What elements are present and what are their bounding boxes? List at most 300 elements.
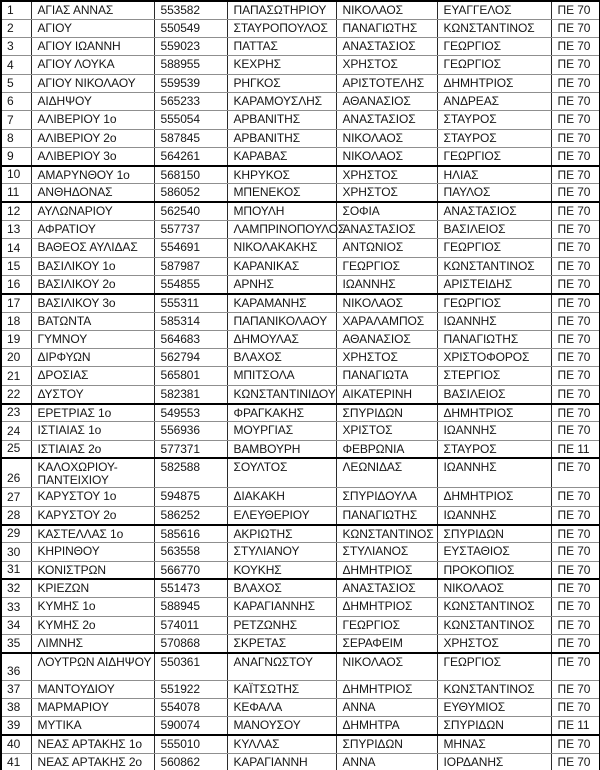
- table-row: [1, 367, 600, 385]
- specialty-cell: ΠΕ 70: [551, 579, 600, 597]
- table-row: [1, 653, 600, 681]
- registry-id-cell: 553582: [154, 1, 227, 19]
- father-name-cell: ΠΡΟΚΟΠΙΟΣ: [437, 561, 551, 579]
- father-name-cell: ΣΤΑΥΡΟΣ: [437, 129, 551, 147]
- first-name-cell: ΔΗΜΗΤΡΑ: [336, 717, 437, 735]
- surname-cell: ΚΑΡΑΜΟΥΣΛΗΣ: [227, 92, 336, 110]
- surname-cell: ΚΕΦΑΛΑ: [227, 698, 336, 716]
- registry-id-cell: 585616: [154, 525, 227, 543]
- first-name-cell: ΙΩΑΝΝΗΣ: [336, 275, 437, 293]
- registry-id-cell: 586252: [154, 506, 227, 524]
- surname-cell: ΝΙΚΟΛΑΚΑΚΗΣ: [227, 239, 336, 257]
- specialty-cell: ΠΕ 70: [551, 598, 600, 616]
- school-name-cell: ΜΥΤΙΚΑ: [31, 717, 154, 735]
- school-name-cell: ΜΑΡΜΑΡΙΟΥ: [31, 698, 154, 716]
- school-name-cell: ΑΓΙΟΥ ΙΩΑΝΝΗ: [31, 38, 154, 56]
- father-name-cell: ΒΑΣΙΛΕΙΟΣ: [437, 221, 551, 239]
- first-name-cell: ΧΡΗΣΤΟΣ: [336, 56, 437, 74]
- row-number-cell: 15: [1, 257, 31, 275]
- row-number-cell: 33: [1, 598, 31, 616]
- first-name-cell: ΔΗΜΗΤΡΙΟΣ: [336, 561, 437, 579]
- table-row: [1, 616, 600, 634]
- specialty-cell: ΠΕ 70: [551, 166, 600, 184]
- school-name-cell: ΝΕΑΣ ΑΡΤΑΚΗΣ 1ο: [31, 735, 154, 753]
- specialty-cell: ΠΕ 70: [551, 147, 600, 165]
- registry-id-cell: 555010: [154, 735, 227, 753]
- father-name-cell: ΑΝΔΡΕΑΣ: [437, 92, 551, 110]
- father-name-cell: ΚΩΝΣΤΑΝΤΙΝΟΣ: [437, 19, 551, 37]
- row-number-cell: 14: [1, 239, 31, 257]
- surname-cell: ΠΑΠΑΝΙΚΟΛΑΟΥ: [227, 312, 336, 330]
- registry-id-cell: 555311: [154, 294, 227, 312]
- surname-cell: ΚΑΡΑΒΑΣ: [227, 147, 336, 165]
- first-name-cell: ΧΡΗΣΤΟΣ: [336, 184, 437, 202]
- table-row: [1, 166, 600, 184]
- table-row: [1, 753, 600, 770]
- school-name-cell: ΑΝΘΗΔΟΝΑΣ: [31, 184, 154, 202]
- surname-cell: ΚΑΡΑΓΙΑΝΝΗ: [227, 753, 336, 770]
- row-number-cell: 22: [1, 385, 31, 403]
- school-name-cell: ΝΕΑΣ ΑΡΤΑΚΗΣ 2ο: [31, 753, 154, 770]
- specialty-cell: ΠΕ 70: [551, 129, 600, 147]
- row-number-cell: 18: [1, 312, 31, 330]
- father-name-cell: ΕΥΣΤΑΘΙΟΣ: [437, 543, 551, 561]
- registry-id-cell: 555054: [154, 111, 227, 129]
- registry-id-cell: 588945: [154, 598, 227, 616]
- table-row: [1, 598, 600, 616]
- registry-id-cell: 554078: [154, 698, 227, 716]
- first-name-cell: ΑΝΑΣΤΑΣΙΟΣ: [336, 221, 437, 239]
- first-name-cell: ΑΡΙΣΤΟΤΕΛΗΣ: [336, 74, 437, 92]
- surname-cell: ΜΠΟΥΛΗ: [227, 202, 336, 220]
- father-name-cell: ΚΩΝΣΤΑΝΤΙΝΟΣ: [437, 680, 551, 698]
- registry-id-cell: 556936: [154, 422, 227, 440]
- first-name-cell: ΑΝΝΑ: [336, 753, 437, 770]
- surname-cell: ΚΥΛΛΑΣ: [227, 735, 336, 753]
- first-name-cell: ΔΗΜΗΤΡΙΟΣ: [336, 598, 437, 616]
- row-number-cell: 17: [1, 294, 31, 312]
- father-name-cell: ΣΤΑΥΡΟΣ: [437, 111, 551, 129]
- table-row: [1, 404, 600, 422]
- school-name-cell: ΑΓΙΑΣ ΑΝΝΑΣ: [31, 1, 154, 19]
- father-name-cell: ΠΑΥΛΟΣ: [437, 184, 551, 202]
- surname-cell: ΚΑΡΑΜΑΝΗΣ: [227, 294, 336, 312]
- surname-cell: ΜΠΕΝΕΚΟΣ: [227, 184, 336, 202]
- surname-cell: ΣΤΥΛΙΑΝΟΥ: [227, 543, 336, 561]
- first-name-cell: ΑΝΑΣΤΑΣΙΟΣ: [336, 579, 437, 597]
- specialty-cell: ΠΕ 70: [551, 38, 600, 56]
- specialty-cell: ΠΕ 70: [551, 561, 600, 579]
- school-name-cell: ΚΟΝΙΣΤΡΩΝ: [31, 561, 154, 579]
- first-name-cell: ΧΡΗΣΤΟΣ: [336, 349, 437, 367]
- first-name-cell: ΣΠΥΡΙΔΩΝ: [336, 404, 437, 422]
- table-row: [1, 202, 600, 220]
- table-row: [1, 239, 600, 257]
- row-number-cell: 23: [1, 404, 31, 422]
- father-name-cell: ΑΡΙΣΤΕΙΔΗΣ: [437, 275, 551, 293]
- specialty-cell: ΠΕ 70: [551, 634, 600, 652]
- row-number-cell: 32: [1, 579, 31, 597]
- father-name-cell: ΓΕΩΡΓΙΟΣ: [437, 653, 551, 681]
- row-number-cell: 12: [1, 202, 31, 220]
- father-name-cell: ΙΟΡΔΑΝΗΣ: [437, 753, 551, 770]
- school-name-cell: ΒΑΤΩΝΤΑ: [31, 312, 154, 330]
- table-body: [1, 1, 600, 770]
- father-name-cell: ΕΥΘΥΜΙΟΣ: [437, 698, 551, 716]
- first-name-cell: ΦΕΒΡΩΝΙΑ: [336, 440, 437, 458]
- father-name-cell: ΑΝΑΣΤΑΣΙΟΣ: [437, 202, 551, 220]
- registry-id-cell: 564683: [154, 330, 227, 348]
- registry-id-cell: 550361: [154, 653, 227, 681]
- row-number-cell: 40: [1, 735, 31, 753]
- surname-cell: ΑΝΑΓΝΩΣΤΟΥ: [227, 653, 336, 681]
- father-name-cell: ΚΩΝΣΤΑΝΤΙΝΟΣ: [437, 257, 551, 275]
- surname-cell: ΦΡΑΓΚΑΚΗΣ: [227, 404, 336, 422]
- table-row: [1, 111, 600, 129]
- row-number-cell: 11: [1, 184, 31, 202]
- row-number-cell: 36: [1, 653, 31, 681]
- first-name-cell: ΑΝΤΩΝΙΟΣ: [336, 239, 437, 257]
- first-name-cell: ΑΘΑΝΑΣΙΟΣ: [336, 330, 437, 348]
- school-name-cell: ΜΑΝΤΟΥΔΙΟΥ: [31, 680, 154, 698]
- specialty-cell: ΠΕ 70: [551, 367, 600, 385]
- father-name-cell: ΣΤΕΡΓΙΟΣ: [437, 367, 551, 385]
- table-row: [1, 440, 600, 458]
- father-name-cell: ΚΩΝΣΤΑΝΤΙΝΟΣ: [437, 598, 551, 616]
- first-name-cell: ΝΙΚΟΛΑΟΣ: [336, 653, 437, 681]
- school-name-cell: ΑΛΙΒΕΡΙΟΥ 1ο: [31, 111, 154, 129]
- registry-id-cell: 551473: [154, 579, 227, 597]
- surname-cell: ΑΡΒΑΝΙΤΗΣ: [227, 129, 336, 147]
- school-name-cell: ΚΑΡΥΣΤΟΥ 1ο: [31, 488, 154, 506]
- table-row: [1, 735, 600, 753]
- registry-id-cell: 549553: [154, 404, 227, 422]
- surname-cell: ΡΗΓΚΟΣ: [227, 74, 336, 92]
- surname-cell: ΔΙΑΚΑΚΗ: [227, 488, 336, 506]
- surname-cell: ΕΛΕΥΘΕΡΙΟΥ: [227, 506, 336, 524]
- specialty-cell: ΠΕ 70: [551, 312, 600, 330]
- father-name-cell: ΙΩΑΝΝΗΣ: [437, 422, 551, 440]
- first-name-cell: ΧΡΗΣΤΟΣ: [336, 166, 437, 184]
- table-row: [1, 422, 600, 440]
- registry-id-cell: 590074: [154, 717, 227, 735]
- first-name-cell: ΝΙΚΟΛΑΟΣ: [336, 147, 437, 165]
- specialty-cell: ΠΕ 70: [551, 92, 600, 110]
- school-name-cell: ΑΜΑΡΥΝΘΟΥ 1ο: [31, 166, 154, 184]
- specialty-cell: ΠΕ 70: [551, 543, 600, 561]
- row-number-cell: 27: [1, 488, 31, 506]
- row-number-cell: 10: [1, 166, 31, 184]
- row-number-cell: 20: [1, 349, 31, 367]
- school-name-cell: ΕΡΕΤΡΙΑΣ 1ο: [31, 404, 154, 422]
- registry-id-cell: 594875: [154, 488, 227, 506]
- father-name-cell: ΙΩΑΝΝΗΣ: [437, 506, 551, 524]
- school-name-cell: ΒΑΣΙΛΙΚΟΥ 2ο: [31, 275, 154, 293]
- specialty-cell: ΠΕ 70: [551, 111, 600, 129]
- registry-id-cell: 564261: [154, 147, 227, 165]
- first-name-cell: ΑΙΚΑΤΕΡΙΝΗ: [336, 385, 437, 403]
- school-name-cell: ΚΑΡΥΣΤΟΥ 2ο: [31, 506, 154, 524]
- school-name-cell: ΑΛΙΒΕΡΙΟΥ 3ο: [31, 147, 154, 165]
- school-name-cell: ΒΑΘΕΟΣ ΑΥΛΙΔΑΣ: [31, 239, 154, 257]
- table-row: [1, 717, 600, 735]
- first-name-cell: ΛΕΩΝΙΔΑΣ: [336, 458, 437, 488]
- table-row: [1, 129, 600, 147]
- father-name-cell: ΒΑΣΙΛΕΙΟΣ: [437, 385, 551, 403]
- registry-id-cell: 587845: [154, 129, 227, 147]
- registry-id-cell: 577371: [154, 440, 227, 458]
- first-name-cell: ΠΑΝΑΓΙΩΤΗΣ: [336, 506, 437, 524]
- first-name-cell: ΓΕΩΡΓΙΟΣ: [336, 616, 437, 634]
- father-name-cell: ΧΡΗΣΤΟΣ: [437, 634, 551, 652]
- first-name-cell: ΑΘΑΝΑΣΙΟΣ: [336, 92, 437, 110]
- row-number-cell: 8: [1, 129, 31, 147]
- row-number-cell: 5: [1, 74, 31, 92]
- registry-id-cell: 582588: [154, 458, 227, 488]
- school-name-cell: ΚΑΛΟΧΩΡΙΟΥ-ΠΑΝΤΕΙΧΙΟΥ: [31, 458, 154, 488]
- table-row: [1, 74, 600, 92]
- first-name-cell: ΝΙΚΟΛΑΟΣ: [336, 294, 437, 312]
- row-number-cell: 41: [1, 753, 31, 770]
- row-number-cell: 28: [1, 506, 31, 524]
- specialty-cell: ΠΕ 70: [551, 221, 600, 239]
- row-number-cell: 37: [1, 680, 31, 698]
- father-name-cell: ΓΕΩΡΓΙΟΣ: [437, 38, 551, 56]
- father-name-cell: ΣΤΑΥΡΟΣ: [437, 440, 551, 458]
- father-name-cell: ΜΗΝΑΣ: [437, 735, 551, 753]
- table-row: [1, 698, 600, 716]
- school-name-cell: ΒΑΣΙΛΙΚΟΥ 3ο: [31, 294, 154, 312]
- father-name-cell: ΙΩΑΝΝΗΣ: [437, 312, 551, 330]
- surname-cell: ΡΕΤΖΩΝΗΣ: [227, 616, 336, 634]
- school-name-cell: ΚΗΡΙΝΘΟΥ: [31, 543, 154, 561]
- surname-cell: ΒΛΑΧΟΣ: [227, 349, 336, 367]
- specialty-cell: ΠΕ 70: [551, 56, 600, 74]
- specialty-cell: ΠΕ 70: [551, 275, 600, 293]
- registry-id-cell: 587987: [154, 257, 227, 275]
- specialty-cell: ΠΕ 70: [551, 330, 600, 348]
- registry-id-cell: 566770: [154, 561, 227, 579]
- school-name-cell: ΔΡΟΣΙΑΣ: [31, 367, 154, 385]
- registry-id-cell: 563558: [154, 543, 227, 561]
- first-name-cell: ΠΑΝΑΓΙΩΤΑ: [336, 367, 437, 385]
- surname-cell: ΚΑΡΑΓΙΑΝΝΗΣ: [227, 598, 336, 616]
- row-number-cell: 38: [1, 698, 31, 716]
- surname-cell: ΑΡΒΑΝΙΤΗΣ: [227, 111, 336, 129]
- specialty-cell: ΠΕ 70: [551, 385, 600, 403]
- school-name-cell: ΑΓΙΟΥ ΛΟΥΚΑ: [31, 56, 154, 74]
- table-row: [1, 19, 600, 37]
- first-name-cell: ΣΠΥΡΙΔΟΥΛΑ: [336, 488, 437, 506]
- registry-id-cell: 570868: [154, 634, 227, 652]
- surname-cell: ΣΚΡΕΤΑΣ: [227, 634, 336, 652]
- father-name-cell: ΓΕΩΡΓΙΟΣ: [437, 239, 551, 257]
- first-name-cell: ΑΝΑΣΤΑΣΙΟΣ: [336, 38, 437, 56]
- row-number-cell: 30: [1, 543, 31, 561]
- father-name-cell: ΠΑΝΑΓΙΩΤΗΣ: [437, 330, 551, 348]
- registry-id-cell: 557737: [154, 221, 227, 239]
- school-name-cell: ΚΡΙΕΖΩΝ: [31, 579, 154, 597]
- father-name-cell: ΙΩΑΝΝΗΣ: [437, 458, 551, 488]
- school-name-cell: ΒΑΣΙΛΙΚΟΥ 1ο: [31, 257, 154, 275]
- father-name-cell: ΗΛΙΑΣ: [437, 166, 551, 184]
- table-row: [1, 221, 600, 239]
- school-name-cell: ΔΙΡΦΥΩΝ: [31, 349, 154, 367]
- specialty-cell: ΠΕ 70: [551, 488, 600, 506]
- school-name-cell: ΚΥΜΗΣ 2ο: [31, 616, 154, 634]
- surname-cell: ΛΑΜΠΡΙΝΟΠΟΥΛΟΣ: [227, 221, 336, 239]
- table-row: [1, 525, 600, 543]
- first-name-cell: ΓΕΩΡΓΙΟΣ: [336, 257, 437, 275]
- registry-id-cell: 574011: [154, 616, 227, 634]
- specialty-cell: ΠΕ 11: [551, 440, 600, 458]
- table-row: [1, 38, 600, 56]
- specialty-cell: ΠΕ 70: [551, 74, 600, 92]
- table-row: [1, 330, 600, 348]
- table-row: [1, 56, 600, 74]
- first-name-cell: ΑΝΑΣΤΑΣΙΟΣ: [336, 111, 437, 129]
- school-name-cell: ΑΦΡΑΤΙΟΥ: [31, 221, 154, 239]
- row-number-cell: 2: [1, 19, 31, 37]
- specialty-cell: ΠΕ 70: [551, 506, 600, 524]
- specialty-cell: ΠΕ 70: [551, 239, 600, 257]
- specialty-cell: ΠΕ 70: [551, 19, 600, 37]
- first-name-cell: ΚΩΝΣΤΑΝΤΙΝΟΣ: [336, 525, 437, 543]
- specialty-cell: ΠΕ 70: [551, 1, 600, 19]
- registry-id-cell: 562794: [154, 349, 227, 367]
- specialty-cell: ΠΕ 70: [551, 698, 600, 716]
- table-row: [1, 1, 600, 19]
- registry-id-cell: 562540: [154, 202, 227, 220]
- school-name-cell: ΚΑΣΤΕΛΛΑΣ 1ο: [31, 525, 154, 543]
- table-row: [1, 184, 600, 202]
- first-name-cell: ΝΙΚΟΛΑΟΣ: [336, 129, 437, 147]
- first-name-cell: ΔΗΜΗΤΡΙΟΣ: [336, 680, 437, 698]
- table-row: [1, 680, 600, 698]
- row-number-cell: 6: [1, 92, 31, 110]
- father-name-cell: ΔΗΜΗΤΡΙΟΣ: [437, 488, 551, 506]
- table-row: [1, 579, 600, 597]
- surname-cell: ΜΟΥΡΓΙΑΣ: [227, 422, 336, 440]
- specialty-cell: ΠΕ 70: [551, 349, 600, 367]
- first-name-cell: ΑΝΝΑ: [336, 698, 437, 716]
- row-number-cell: 26: [1, 458, 31, 488]
- specialty-cell: ΠΕ 11: [551, 717, 600, 735]
- first-name-cell: ΧΑΡΑΛΑΜΠΟΣ: [336, 312, 437, 330]
- surname-cell: ΠΑΤΤΑΣ: [227, 38, 336, 56]
- father-name-cell: ΓΕΩΡΓΙΟΣ: [437, 56, 551, 74]
- registry-id-cell: 559023: [154, 38, 227, 56]
- specialty-cell: ΠΕ 70: [551, 680, 600, 698]
- school-name-cell: ΑΥΛΩΝΑΡΙΟΥ: [31, 202, 154, 220]
- registry-id-cell: 551922: [154, 680, 227, 698]
- table-row: [1, 385, 600, 403]
- table-row: [1, 275, 600, 293]
- row-number-cell: 7: [1, 111, 31, 129]
- specialty-cell: ΠΕ 70: [551, 653, 600, 681]
- first-name-cell: ΠΑΝΑΓΙΩΤΗΣ: [336, 19, 437, 37]
- registry-id-cell: 550549: [154, 19, 227, 37]
- table-row: [1, 257, 600, 275]
- registry-id-cell: 554855: [154, 275, 227, 293]
- registry-id-cell: 568150: [154, 166, 227, 184]
- surname-cell: ΣΤΑΥΡΟΠΟΥΛΟΣ: [227, 19, 336, 37]
- row-number-cell: 13: [1, 221, 31, 239]
- father-name-cell: ΓΕΩΡΓΙΟΣ: [437, 147, 551, 165]
- specialty-cell: ΠΕ 70: [551, 458, 600, 488]
- specialty-cell: ΠΕ 70: [551, 202, 600, 220]
- surname-cell: ΜΠΙΤΣΟΛΑ: [227, 367, 336, 385]
- school-name-cell: ΙΣΤΙΑΙΑΣ 2ο: [31, 440, 154, 458]
- registry-id-cell: 582381: [154, 385, 227, 403]
- father-name-cell: ΝΙΚΟΛΑΟΣ: [437, 579, 551, 597]
- father-name-cell: ΔΗΜΗΤΡΙΟΣ: [437, 74, 551, 92]
- row-number-cell: 16: [1, 275, 31, 293]
- row-number-cell: 39: [1, 717, 31, 735]
- table-row: [1, 147, 600, 165]
- school-name-cell: ΑΓΙΟΥ ΝΙΚΟΛΑΟΥ: [31, 74, 154, 92]
- specialty-cell: ΠΕ 70: [551, 616, 600, 634]
- specialty-cell: ΠΕ 70: [551, 257, 600, 275]
- school-name-cell: ΑΛΙΒΕΡΙΟΥ 2ο: [31, 129, 154, 147]
- surname-cell: ΑΡΝΗΣ: [227, 275, 336, 293]
- father-name-cell: ΣΠΥΡΙΔΩΝ: [437, 525, 551, 543]
- table-row: [1, 92, 600, 110]
- registry-id-cell: 559539: [154, 74, 227, 92]
- table-row: [1, 294, 600, 312]
- surname-cell: ΔΗΜΟΥΛΑΣ: [227, 330, 336, 348]
- surname-cell: ΚΟΥΚΗΣ: [227, 561, 336, 579]
- first-name-cell: ΣΠΥΡΙΔΩΝ: [336, 735, 437, 753]
- table-row: [1, 349, 600, 367]
- school-name-cell: ΑΙΔΗΨΟΥ: [31, 92, 154, 110]
- registry-id-cell: 586052: [154, 184, 227, 202]
- row-number-cell: 34: [1, 616, 31, 634]
- specialty-cell: ΠΕ 70: [551, 753, 600, 770]
- registry-id-cell: 588955: [154, 56, 227, 74]
- father-name-cell: ΧΡΙΣΤΟΦΟΡΟΣ: [437, 349, 551, 367]
- row-number-cell: 29: [1, 525, 31, 543]
- row-number-cell: 19: [1, 330, 31, 348]
- specialty-cell: ΠΕ 70: [551, 184, 600, 202]
- table-row: [1, 312, 600, 330]
- school-name-cell: ΑΓΙΟΥ: [31, 19, 154, 37]
- table-row: [1, 561, 600, 579]
- table-row: [1, 488, 600, 506]
- first-name-cell: ΝΙΚΟΛΑΟΣ: [336, 1, 437, 19]
- surname-cell: ΚΩΝΣΤΑΝΤΙΝΙΔΟΥ: [227, 385, 336, 403]
- surname-cell: ΚΗΡΥΚΟΣ: [227, 166, 336, 184]
- specialty-cell: ΠΕ 70: [551, 294, 600, 312]
- table-row: [1, 458, 600, 488]
- first-name-cell: ΣΟΦΙΑ: [336, 202, 437, 220]
- first-name-cell: ΣΤΥΛΙΑΝΟΣ: [336, 543, 437, 561]
- row-number-cell: 9: [1, 147, 31, 165]
- registry-id-cell: 565801: [154, 367, 227, 385]
- registry-id-cell: 554691: [154, 239, 227, 257]
- row-number-cell: 3: [1, 38, 31, 56]
- registry-id-cell: 560862: [154, 753, 227, 770]
- table-row: [1, 543, 600, 561]
- surname-cell: ΚΕΧΡΗΣ: [227, 56, 336, 74]
- father-name-cell: ΓΕΩΡΓΙΟΣ: [437, 294, 551, 312]
- row-number-cell: 35: [1, 634, 31, 652]
- row-number-cell: 24: [1, 422, 31, 440]
- school-name-cell: ΓΥΜΝΟΥ: [31, 330, 154, 348]
- row-number-cell: 25: [1, 440, 31, 458]
- specialty-cell: ΠΕ 70: [551, 735, 600, 753]
- surname-cell: ΒΑΜΒΟΥΡΗ: [227, 440, 336, 458]
